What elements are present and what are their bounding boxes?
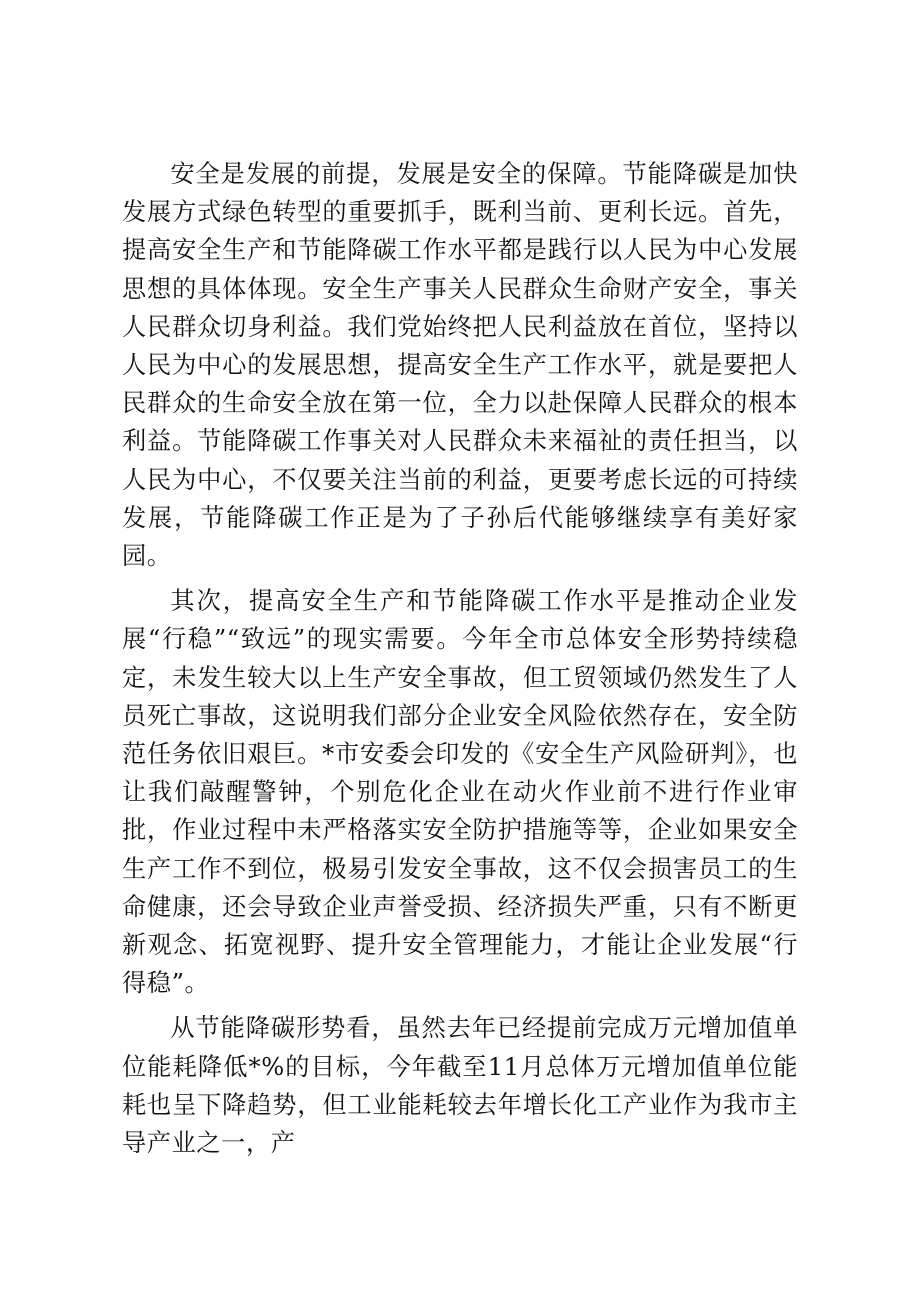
paragraph-1: 安全是发展的前提，发展是安全的保障。节能降碳是加快发展方式绿色转型的重要抓手，既利当前、更利长远。首先，提高安全生产和节能降碳工作水平都是践行以人民为中心发展思想的具体体现。安全生产事关人民群众生命财产安全，事关人民群众切身利益。我们党始终把人民利益放在首位，坚持以人民为中心的发展思想，提高安全生产工作水平，就是要把人民群众的生命安全放在第一位，全力以赴保障人民群众的根本利益。节能降碳工作事关对人民群众未来福祉的责任担当，以人民为中心，不仅要关注当前的利益，更要考虑长远的可持续发展，节能降碳工作正是为了子孙后代能够继续享有美好家园。 bbox=[122, 160, 798, 571]
document-body bbox=[122, 155, 798, 1162]
paragraph-3: 从节能降碳形势看，虽然去年已经提前完成万元增加值单位能耗降低*%的目标，今年截至11月总体万元增加值单位能耗也呈下降趋势，但工业能耗较去年增长化工产业作为我市主导产业之一，产 bbox=[122, 1014, 798, 1158]
paragraph-2: 其次，提高安全生产和节能降碳工作水平是推动企业发展“行稳”“致远”的现实需要。今年全市总体安全形势持续稳定，未发生较大以上生产安全事故，但工贸领域仍然发生了人员死亡事故，这说明我们部分企业安全风险依然存在，安全防范任务依旧艰巨。*市安委会印发的《安全生产风险研判》，也让我们敲醒警钟，个别危化企业在动火作业前不进行作业审批，作业过程中未严格落实安全防护措施等等，企业如果安全生产工作不到位，极易引发安全事故，这不仅会损害员工的生命健康，还会导致企业声誉受损、经济损失严重，只有不断更新观念、拓宽视野、提升安全管理能力，才能让企业发展“行得稳”。 bbox=[122, 587, 798, 998]
